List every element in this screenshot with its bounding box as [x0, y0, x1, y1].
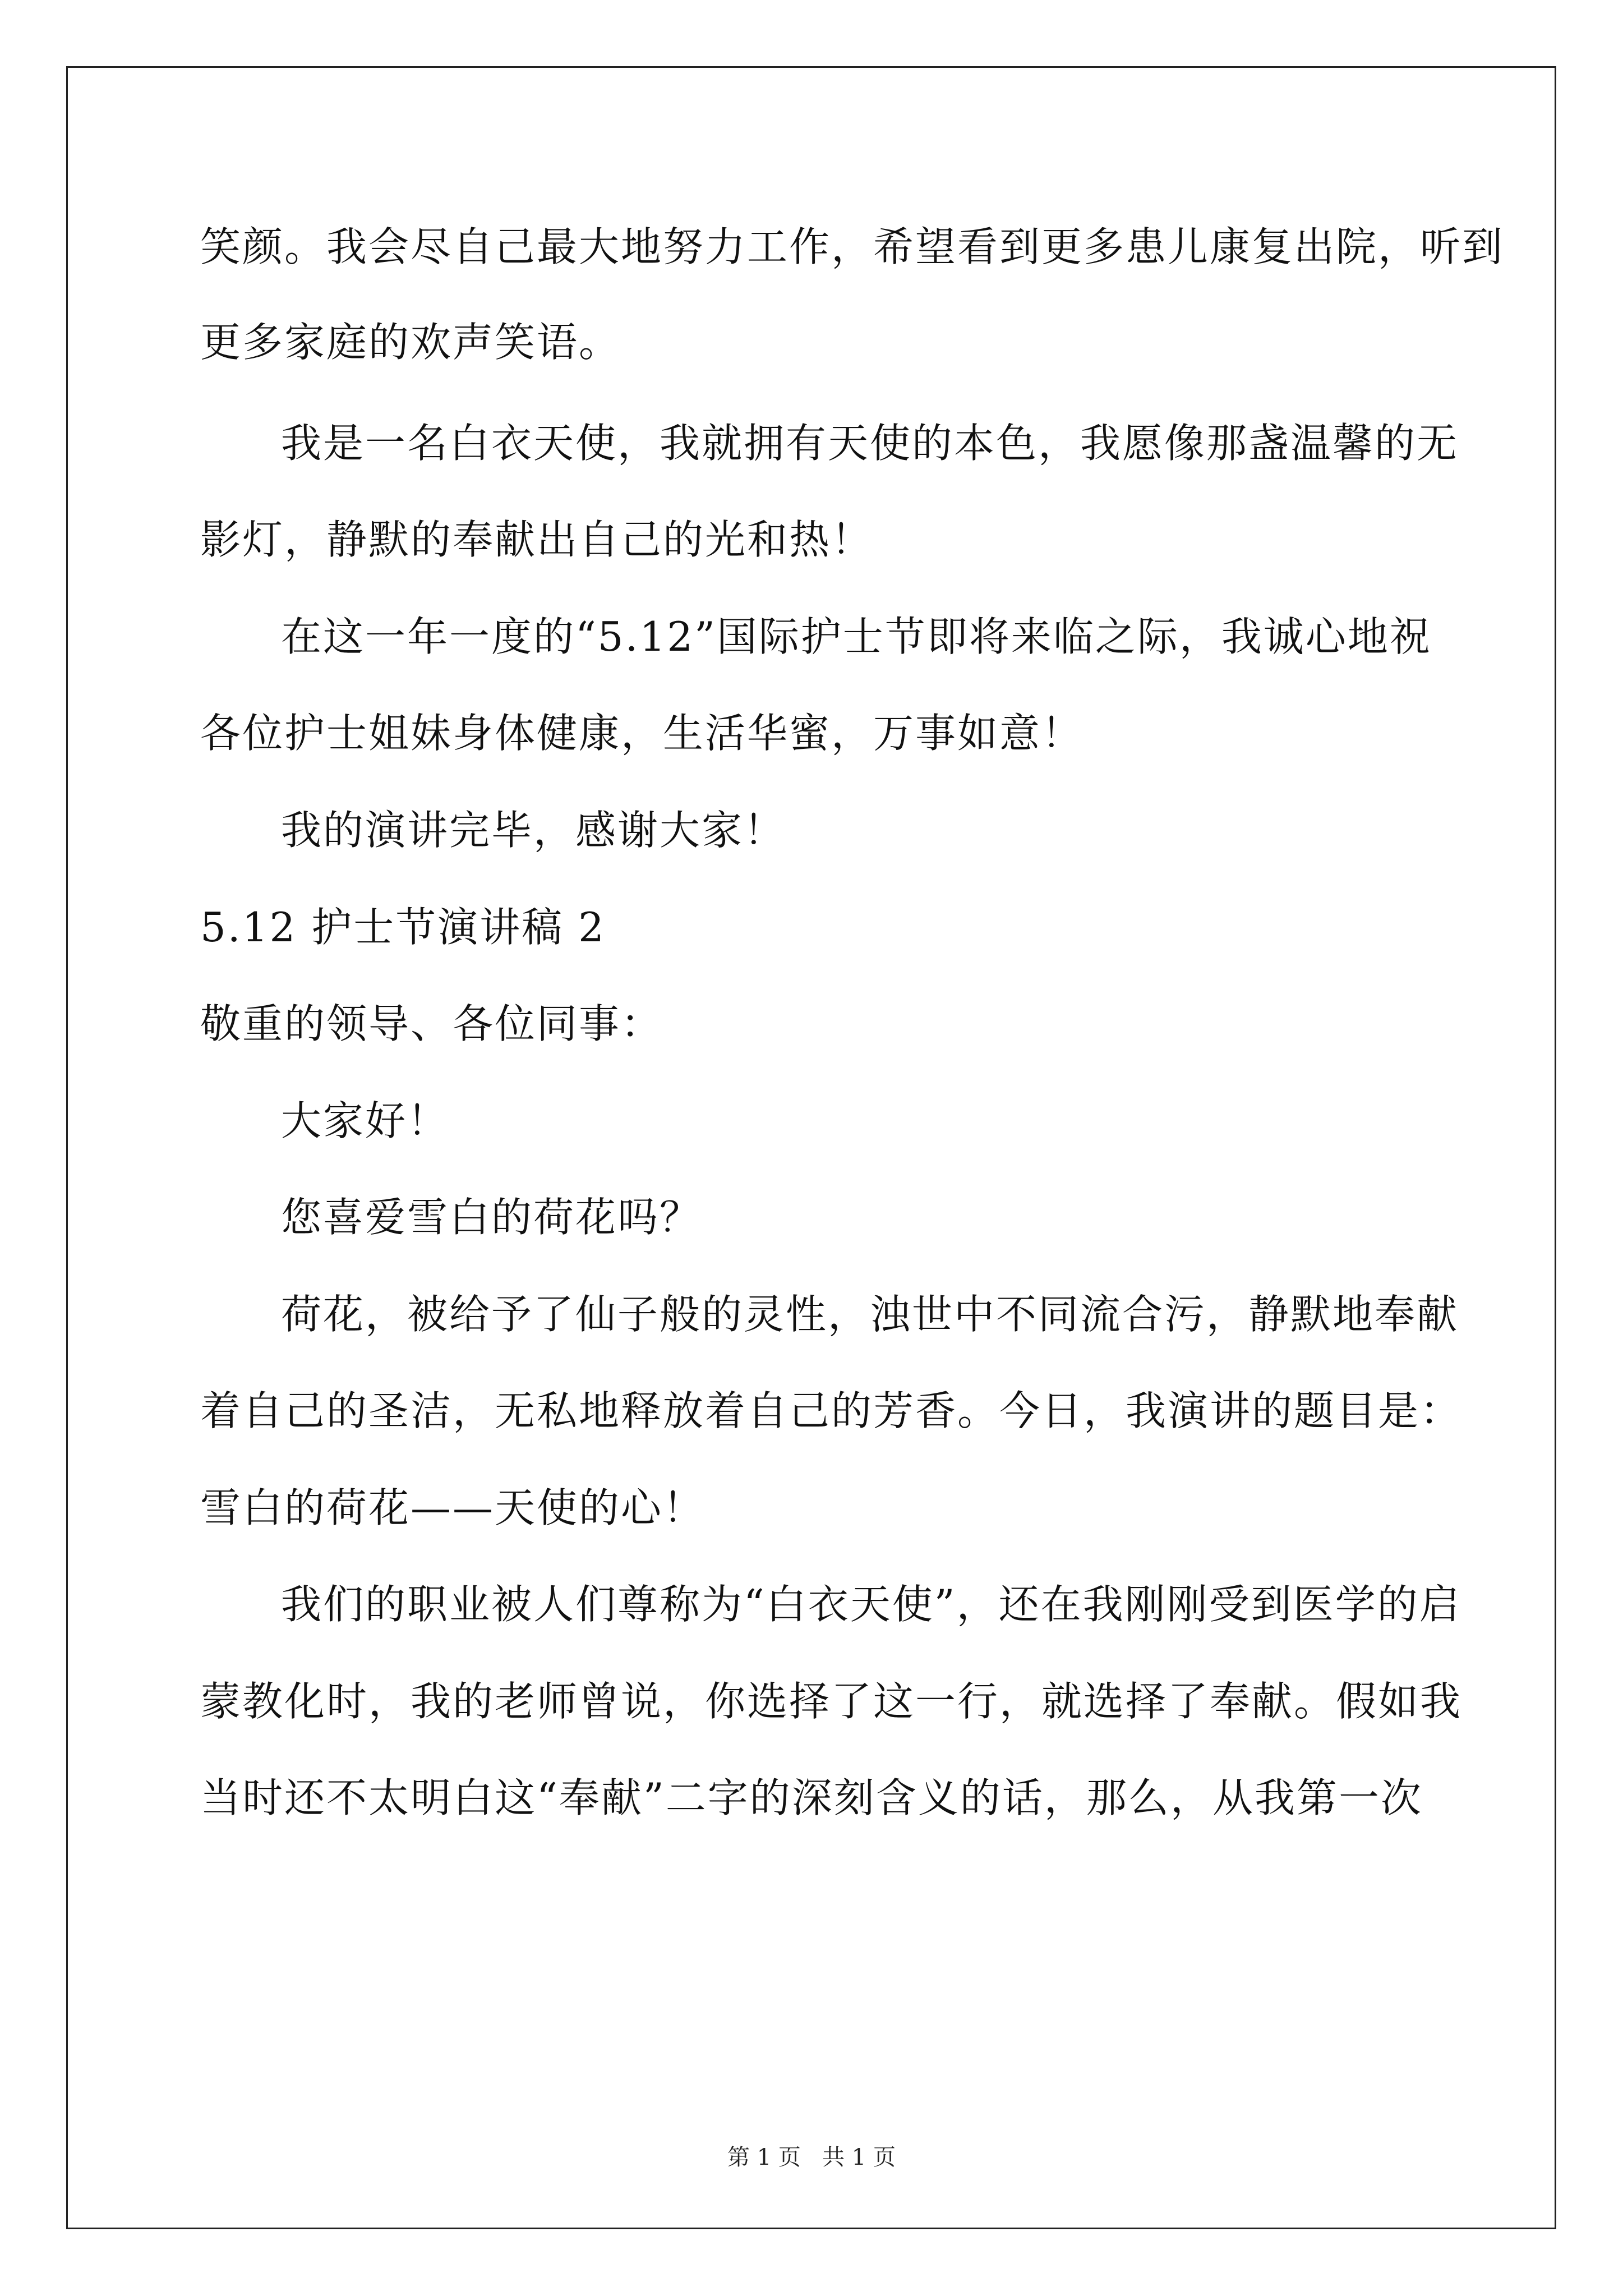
paragraph-line: 在这一年一度的“5.12”国际护士节即将来临之际，我诚心地祝 — [281, 613, 1432, 660]
paragraph-line: 我的演讲完毕，感谢大家！ — [281, 807, 786, 854]
paragraph-line: 着自己的圣洁，无私地释放着自己的芳香。今日，我演讲的题目是： — [200, 1387, 1463, 1434]
paragraph-line: 荷花，被给予了仙子般的灵性，浊世中不同流合污，静默地奉献 — [281, 1291, 1459, 1338]
paragraph-line: 影灯，静默的奉献出自己的光和热！ — [200, 516, 874, 563]
section-heading: 5.12 护士节演讲稿 2 — [200, 904, 606, 951]
speech-title: 雪白的荷花——天使的心！ — [200, 1484, 706, 1531]
paragraph-line: 更多家庭的欢声笑语。 — [200, 319, 621, 366]
paragraph-line: 各位护士姐妹身体健康，生活华蜜，万事如意！ — [200, 710, 1084, 757]
page-footer: 第 1 页 共 1 页 — [727, 2145, 896, 2170]
paragraph-line: 我是一名白衣天使，我就拥有天使的本色，我愿像那盏温馨的无 — [281, 420, 1459, 467]
paragraph-line: 您喜爱雪白的荷花吗？ — [281, 1194, 702, 1241]
paragraph-line: 笑颜。我会尽自己最大地努力工作，希望看到更多患儿康复出院，听到 — [200, 223, 1505, 270]
paragraph-line: 当时还不太明白这“奉献”二字的深刻含义的话，那么，从我第一次 — [200, 1774, 1423, 1821]
paragraph-line: 我们的职业被人们尊称为“白衣天使”，还在我刚刚受到医学的启 — [281, 1581, 1461, 1628]
salutation: 敬重的领导、各位同事： — [200, 1000, 663, 1047]
paragraph-line: 蒙教化时，我的老师曾说，你选择了这一行，就选择了奉献。假如我 — [200, 1678, 1463, 1725]
greeting: 大家好！ — [281, 1097, 450, 1144]
